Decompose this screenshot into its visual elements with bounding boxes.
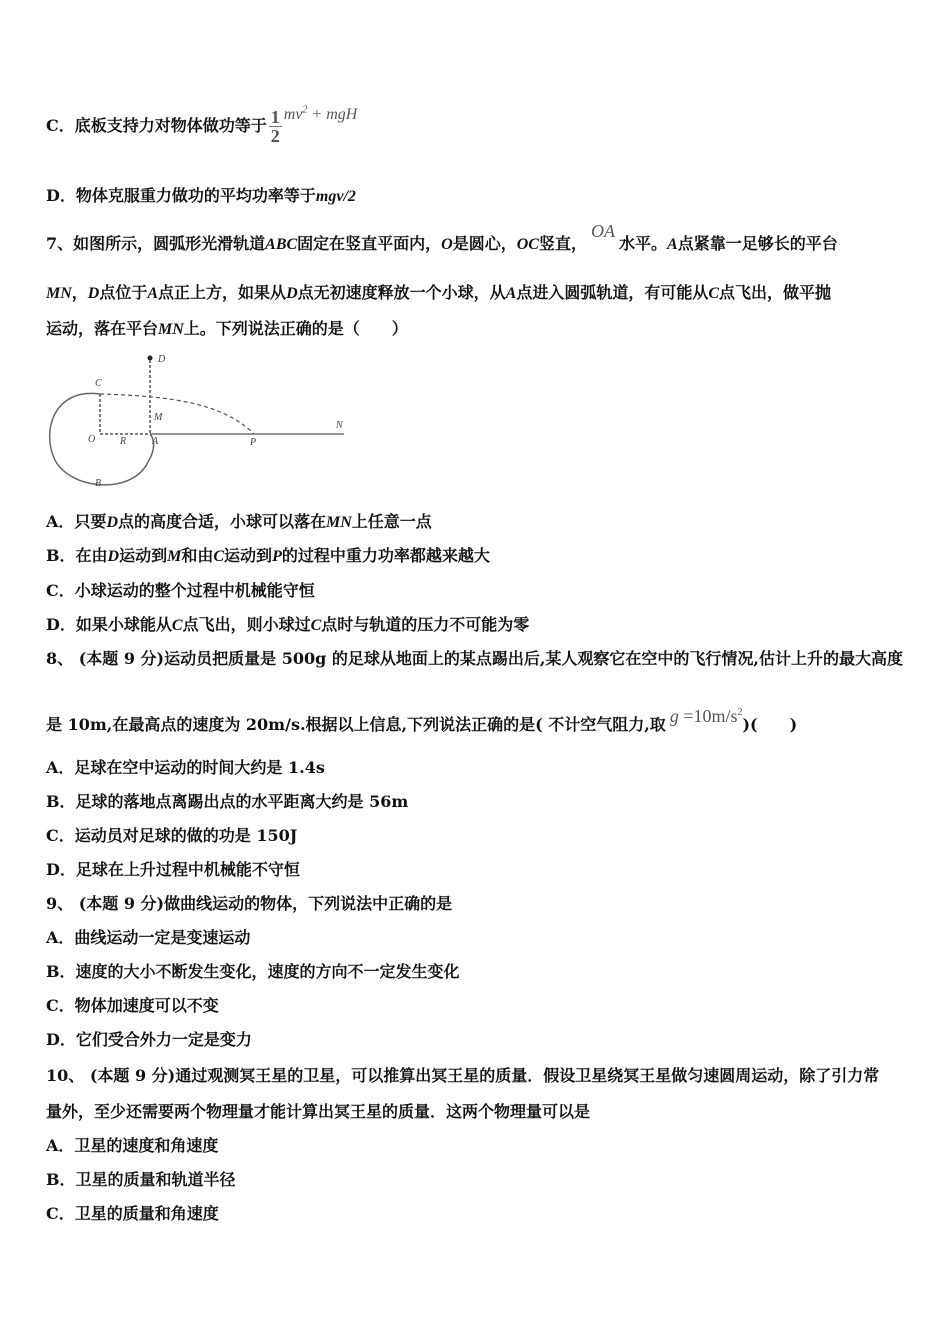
- q10-option-a: [46, 1135, 218, 1157]
- option-text: 运动员对足球的做的功是 150J: [74, 826, 298, 845]
- option-label: C．: [46, 996, 75, 1015]
- stem-text: 点进入圆弧轨道，有可能从: [516, 283, 709, 302]
- q9-stem: 9、 (本题 9 分)做曲线运动的物体，下列说法中正确的是: [46, 894, 453, 913]
- fraction-denominator: 2: [270, 126, 280, 146]
- stem-text: 7、如图所示，圆弧形光滑轨道: [46, 234, 266, 253]
- q7-option-d: [46, 614, 529, 637]
- stem-text: )( ): [742, 715, 798, 734]
- formula-exponent: 2: [302, 104, 308, 116]
- symbol: MN: [326, 514, 352, 531]
- symbol: A: [667, 236, 678, 253]
- symbol: C: [708, 285, 719, 302]
- label-o: O: [88, 434, 96, 445]
- symbol: MN: [46, 285, 72, 302]
- q10-option-b: [46, 1169, 236, 1191]
- option-label: A．: [46, 512, 75, 531]
- symbol: M: [167, 548, 182, 565]
- stem-text: 水平。: [619, 234, 668, 253]
- option-text: 物体加速度可以不变: [74, 996, 219, 1015]
- option-label: B．: [46, 1170, 76, 1189]
- option-label: A．: [46, 758, 75, 777]
- formula: mgv/2: [315, 188, 356, 205]
- label-c: C: [95, 378, 102, 389]
- label-p: P: [250, 437, 257, 448]
- formula: [679, 706, 743, 726]
- circular-track: [50, 393, 154, 484]
- symbol: O: [441, 236, 453, 253]
- q8-option-c: [46, 825, 297, 847]
- option-text: 运动到: [119, 546, 168, 565]
- stem-text: 运动，落在平台: [46, 319, 159, 338]
- q8-stem-line2: [46, 706, 798, 736]
- stem-text: 点紧靠一足够长的平台: [677, 234, 838, 253]
- q7-stem-line3: [46, 318, 408, 341]
- q8-stem-line1: 8、 (本题 9 分)运动员把质量是 500g 的足球从地面上的某点踢出后,某人观察它在空中的飞行情况,估计上升的最大高度: [46, 649, 903, 668]
- q9-option-d: [46, 1029, 252, 1051]
- formula: [284, 106, 358, 123]
- label-n: N: [336, 420, 343, 431]
- symbol: A: [147, 285, 159, 302]
- option-text: 上任意一点: [351, 512, 432, 531]
- option-text: 卫星的速度和角速度: [74, 1136, 219, 1155]
- fraction-numerator: 1: [270, 107, 280, 127]
- q9-option-b: [46, 961, 460, 983]
- q8-option-a: [46, 757, 325, 779]
- option-label: A．: [46, 928, 75, 947]
- q7-stem-line1: [46, 221, 838, 256]
- symbol: D: [106, 514, 118, 531]
- q7-option-b: [46, 545, 490, 568]
- q8-option-b: [46, 791, 408, 813]
- option-text: 点的高度合适，小球可以落在: [118, 512, 327, 531]
- symbol: D: [87, 285, 100, 302]
- formula: OA: [591, 221, 615, 241]
- label-b: B: [95, 478, 102, 489]
- option-text: 速度的大小不断发生变化，速度的方向不一定发生变化: [75, 962, 460, 981]
- label-r: R: [120, 436, 127, 447]
- q7-track-figure: [44, 350, 354, 496]
- q7-option-c: [46, 580, 315, 602]
- formula-exponent: 2: [737, 707, 743, 718]
- stem-text: 点正上方，如果从: [158, 283, 287, 302]
- option-text: 如果小球能从: [75, 615, 172, 634]
- stem-text: 点无初速度释放一个小球，从: [297, 283, 506, 302]
- option-label: A．: [46, 1136, 75, 1155]
- option-text: 它们受合外力一定是变力: [75, 1030, 252, 1049]
- option-label: D．: [46, 615, 76, 634]
- stem-text: 固定在竖直平面内，: [297, 234, 442, 253]
- symbol: OC: [516, 236, 539, 253]
- option-text: 只要: [74, 512, 107, 531]
- projectile-path: [100, 394, 254, 434]
- q10-stem-line1: 10、 (本题 9 分)通过观测冥王星的卫星，可以推算出冥王星的质量．假设卫星绕冥王星做匀速圆周运动，除了引力常: [46, 1066, 880, 1085]
- q10-option-c: [46, 1203, 219, 1225]
- option-text: 物体克服重力做功的平均功率等于: [75, 186, 316, 205]
- stem-text: 是 10m,在最高点的速度为 20m/s.根据以上信息,下列说法正确的是( 不计空气阻力,取: [46, 715, 666, 734]
- option-text: 卫星的质量和角速度: [74, 1204, 219, 1223]
- q8-option-d: [46, 859, 300, 881]
- option-label: B．: [46, 962, 76, 981]
- symbol: P: [272, 548, 282, 565]
- fraction: [269, 108, 282, 145]
- symbol: D: [107, 548, 120, 565]
- stem-text: 上。下列说法正确的是（ ）: [183, 319, 408, 338]
- label-m: M: [154, 412, 163, 423]
- option-label: C．: [46, 826, 75, 845]
- option-label: D．: [46, 860, 76, 879]
- stem-text: 点飞出，做平抛: [719, 283, 832, 302]
- option-label: B．: [46, 546, 76, 565]
- option-label: D．: [46, 186, 76, 205]
- option-text: 在由: [75, 546, 108, 565]
- point-d-dot: [148, 356, 153, 361]
- symbol: D: [286, 285, 298, 302]
- option-label: C．: [46, 581, 75, 600]
- option-text: 足球的落地点离踢出点的水平距离大约是 56m: [75, 792, 409, 811]
- symbol: MN: [158, 321, 184, 338]
- q9-option-c: [46, 995, 219, 1017]
- option-text: 的过程中重力功率都越来越大: [281, 546, 490, 565]
- option-text: 卫星的质量和轨道半径: [75, 1170, 236, 1189]
- q6-option-c: [46, 104, 358, 146]
- option-text: 底板支持力对物体做功等于: [74, 116, 267, 135]
- option-label: B．: [46, 792, 76, 811]
- q6-option-d: [46, 185, 356, 208]
- q9-option-a: [46, 927, 250, 949]
- q7-stem-line2: [46, 282, 831, 305]
- symbol: C: [171, 617, 183, 634]
- symbol: C: [213, 548, 225, 565]
- stem-text: 竖直，: [538, 234, 587, 253]
- label-d: D: [158, 354, 166, 365]
- stem-text: ，: [71, 283, 88, 302]
- option-text: 点飞出，则小球过: [182, 615, 311, 634]
- option-label: C．: [46, 116, 75, 135]
- option-text: 足球在上升过程中机械能不守恒: [75, 860, 300, 879]
- option-text: 足球在空中运动的时间大约是 1.4s: [74, 758, 325, 777]
- option-text: 和由: [181, 546, 214, 565]
- formula-part: mv: [283, 106, 303, 123]
- option-label: D．: [46, 1030, 76, 1049]
- q7-option-a: [46, 511, 432, 534]
- symbol: A: [505, 285, 517, 302]
- symbol: ABC: [265, 236, 298, 253]
- formula-symbol: g: [669, 706, 679, 726]
- label-a: A: [152, 436, 159, 447]
- stem-text: 点位于: [99, 283, 148, 302]
- option-text: 曲线运动一定是变速运动: [74, 928, 251, 947]
- formula-part: + mgH: [307, 106, 358, 123]
- option-text: 运动到: [224, 546, 273, 565]
- option-label: C．: [46, 1204, 75, 1223]
- q10-stem-line2: 量外，至少还需要两个物理量才能计算出冥王星的质量．这两个物理量可以是: [46, 1102, 591, 1121]
- option-text: 小球运动的整个过程中机械能守恒: [74, 581, 315, 600]
- option-text: 点时与轨道的压力不可能为零: [321, 615, 530, 634]
- symbol: C: [310, 617, 322, 634]
- stem-text: 是圆心，: [452, 234, 517, 253]
- formula-value: =10m/s: [678, 706, 738, 726]
